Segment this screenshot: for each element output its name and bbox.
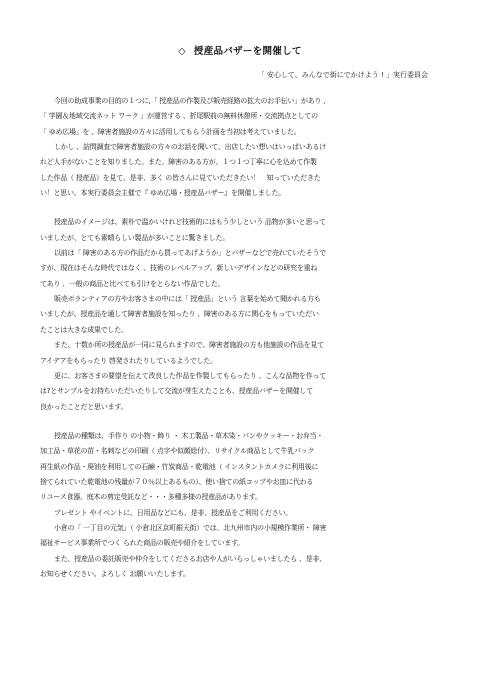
paragraph-products xyxy=(40,429,442,582)
text-line: 「 ゆめ広場」を 、障害者施設の方々に活用してもらう計画を当初は考えていました。 xyxy=(40,127,301,136)
text-line: たことは大きな成果でした。 xyxy=(40,325,128,334)
committee-subtitle: 「 安心して、みんなで街にでかけよう ! 」実行委員会 xyxy=(257,71,428,79)
text-line: い！と思い、本実行委員会主催で『 ゆめ広場・授産品バザー』を開催しました。 xyxy=(40,189,285,198)
text-line: 小倉の「 一丁目の元気」（ 小倉北区京町銀天街）では、北九州市内の小規模作業所・ 障害 xyxy=(54,523,327,532)
text-line: また、授産品の委託販売や仲介をしてくださるお店や人がいらっしゃいましたら 、是非、 xyxy=(54,554,326,563)
text-line: お知らせください。よろしく お願いいたします。 xyxy=(40,569,190,578)
title-text: 授産品バザーを開催して xyxy=(193,46,302,57)
text-line: 更に、お客さまの要望を伝えて改良した作品を作製してもらったり 、こんな品物を作って xyxy=(54,371,326,380)
text-line: 販売ボランティアの方やお客さまの中には「 授産品」という 言葉を始めて聞かれる方も xyxy=(54,295,321,304)
text-line: リユース食器、庭木の剪定受託など・・・多種多様の授産品があります。 xyxy=(40,493,262,502)
text-line: 以前は「 障害のある方の作品だから買ってあげようか」とバザーなどで売れていたそうで xyxy=(54,249,326,258)
paragraph-impressions xyxy=(40,215,442,414)
text-line: 加工品・草花の苗・名刺などの印刷（ 点字や似顔絵付）、リサイクル商品として牛乳パック xyxy=(40,447,315,456)
page-title xyxy=(0,43,480,57)
text-line: アイデアをもらったり 啓発されたりしているようでした。 xyxy=(40,356,217,365)
text-line: てあり 、一般の商品と比べても引けをとらない作品でした。 xyxy=(40,279,225,288)
text-line: プレゼント やイベントに、日用品などにも、是非、授産品をご利用ください。 xyxy=(54,508,292,517)
paragraph-purpose xyxy=(40,94,442,201)
text-line: れど人手がないことを知りました。また、障害のある方が、１つ１つ丁寧に心を込めて作製 xyxy=(40,158,317,167)
text-line: いましたが、とても素晴らしい製品が多いことに驚きました。 xyxy=(40,233,229,242)
text-line: 捨てられていた乾電池の残量が７０％以上あるもの）、使い捨ての紙コップやお皿に代わる xyxy=(40,477,314,486)
diamond-icon: ◇ xyxy=(178,46,186,57)
text-line: すが、現在はそんな時代ではなく 、技術のレベルアップ、新しいデザインなどの研究を重ね xyxy=(40,264,318,273)
text-line: 授産品のイメージは、素朴で温かいけれど技術的にはもう少しという 品物が多いと思って xyxy=(54,218,326,227)
text-line: いましたが、授産品を通して障害者施設を知ったり 、障害のある方に関心をもっていただい xyxy=(40,310,319,319)
text-line: は?とサンプルをお持ちいただいたりして交流が芽生えたことも、授産品バザーを開催して xyxy=(40,387,313,396)
text-line: しかし 、訪問調査で障害者施設の方々のお話を聞いて、出店したい想いはいっぱいあるけ xyxy=(54,143,326,152)
text-line: 授産品の種類は、手作り の小物・飾り ・ 木工製品・草木染・パンやクッキー・お弁当・ xyxy=(54,431,324,440)
document-body xyxy=(40,94,442,582)
text-line: 再生紙の作品・廃油を利用しての石鹸・竹炭商品・乾電池（ インスタントカメラに利用後に xyxy=(40,462,319,471)
text-line: 今回の助成事業の目的の１つに,「 授産品の作製及び販売経路の拡大のお手伝い」があり 、 xyxy=(54,97,330,105)
text-line: 「 学園＆地域交流ネット ワーク 」が運営する 、折尾駅前の無料休憩所・交流拠点としての xyxy=(40,112,318,121)
text-line: 良かったことだと思います。 xyxy=(40,402,128,411)
text-line: 福祉サービス事業所でつく られた商品の販売や紹介をしています。 xyxy=(40,539,244,548)
text-line: また、十数か所の授産品が一同に見られますので、障害者施設の方も他施設の作品を見て xyxy=(54,341,324,350)
text-line: した作品（ 授産品）を見て、是非、多く の皆さんに見ていただきたい！ 知っていただきた xyxy=(40,173,321,182)
